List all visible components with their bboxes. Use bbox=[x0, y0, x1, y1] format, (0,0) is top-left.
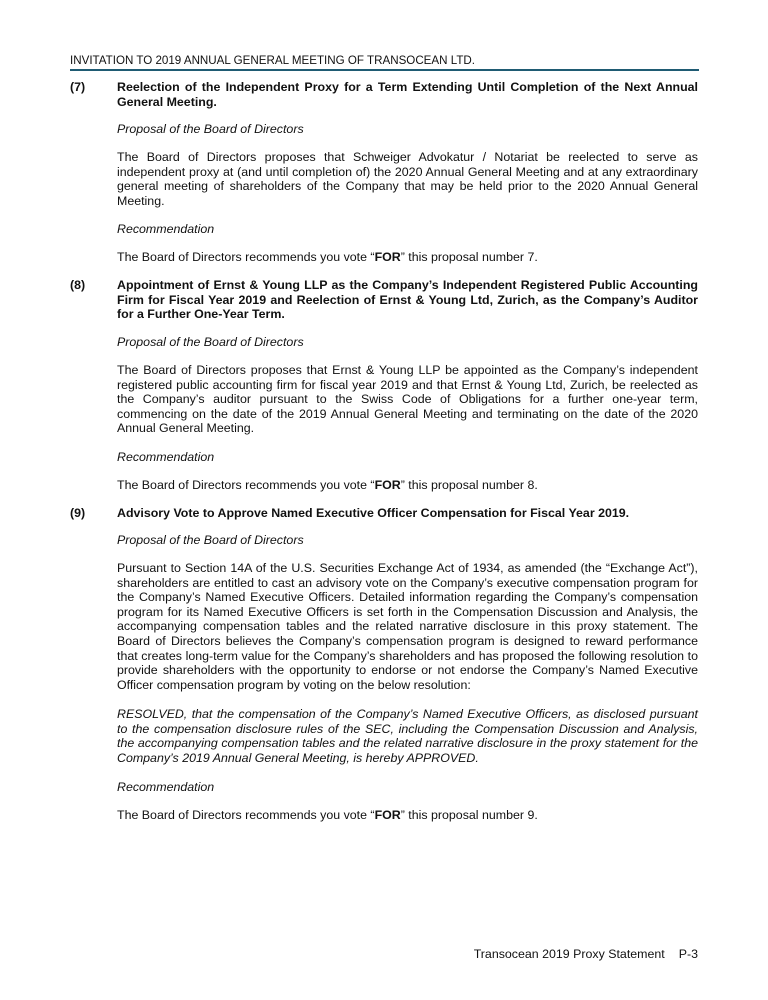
vote-for: FOR bbox=[374, 250, 401, 264]
proposal-8-text: The Board of Directors proposes that Ernst & Young LLP be appointed as the Company’s independent registered public accounting firm for fiscal year 2019 and that Ernst & Young Ltd, Zurich, be reelected as the Company’s auditor pursuant to the Swiss Code of Obligations for a further one-year term, commencing on the date of the 2019 Annual General Meeting and terminating on the date of the 2020 Annual General Meeting. bbox=[117, 363, 698, 436]
vote-post: ” this proposal number 9. bbox=[400, 808, 538, 822]
vote-post: ” this proposal number 8. bbox=[400, 478, 538, 492]
vote-pre: The Board of Directors recommends you vote “ bbox=[117, 808, 375, 822]
proposal-9-number: (9) bbox=[70, 506, 86, 520]
vote-for: FOR bbox=[374, 808, 401, 822]
proposal-8-recommendation-label: Recommendation bbox=[117, 450, 215, 464]
header-rule bbox=[70, 69, 699, 71]
proposal-8-subtitle: Proposal of the Board of Directors bbox=[117, 335, 304, 349]
page-footer bbox=[460, 947, 698, 962]
proposal-9-vote bbox=[117, 808, 698, 823]
proposal-7-text: The Board of Directors proposes that Schweiger Advokatur / Notariat be reelected to serve as independent proxy at (and until completion of) the 2020 Annual General Meeting and at any extraordinary general meeting of shareholders of the Company that may be held prior to the 2020 Annual General Meeting. bbox=[117, 150, 698, 208]
proposal-7-number: (7) bbox=[70, 80, 86, 94]
page-number: P-3 bbox=[678, 947, 698, 961]
vote-pre: The Board of Directors recommends you vote “ bbox=[117, 250, 375, 264]
proposal-8-number: (8) bbox=[70, 278, 86, 292]
running-header: INVITATION TO 2019 ANNUAL GENERAL MEETING OF TRANSOCEAN LTD. bbox=[70, 54, 476, 67]
proposal-8-vote bbox=[117, 478, 698, 493]
vote-for: FOR bbox=[374, 478, 401, 492]
proposal-7-recommendation-label: Recommendation bbox=[117, 222, 215, 236]
proposal-9-resolution: RESOLVED, that the compensation of the Company’s Named Executive Officers, as disclosed pursuant to the compensation disclosure rules of the SEC, including the Compensation Discussion and Analysis, the accompanying compensation tables and the related narrative disclosure in the proxy statement for the Company’s 2019 Annual General Meeting, is hereby APPROVED. bbox=[117, 707, 698, 765]
vote-pre: The Board of Directors recommends you vote “ bbox=[117, 478, 375, 492]
proposal-9-recommendation-label: Recommendation bbox=[117, 780, 215, 794]
proposal-8-title: Appointment of Ernst & Young LLP as the Company’s Independent Registered Public Accounting Firm for Fiscal Year 2019 and Reelection of Ernst & Young Ltd, Zurich, as the Company’s Auditor for a Further One-Year Term. bbox=[117, 278, 698, 322]
proposal-7-subtitle: Proposal of the Board of Directors bbox=[117, 122, 304, 136]
proposal-9-text: Pursuant to Section 14A of the U.S. Securities Exchange Act of 1934, as amended (the “Exchange Act”), shareholders are entitled to cast an advisory vote on the Company’s executive compensation program for the Company’s Named Executive Officers. Detailed information regarding the Company’s compensation program for its Named Executive Officers is set forth in the Compensation Discussion and Analysis, the accompanying compensation tables and the related narrative disclosure in this proxy statement. The Board of Directors believes the Company’s compensation program is designed to reward performance that creates long-term value for the Company’s shareholders and has proposed the following resolution to provide shareholders with the opportunity to endorse or not endorse the Company’s Named Executive Officer compensation program by voting on the below resolution: bbox=[117, 561, 698, 692]
vote-post: ” this proposal number 7. bbox=[400, 250, 538, 264]
proposal-9-subtitle: Proposal of the Board of Directors bbox=[117, 533, 304, 547]
proposal-7-vote bbox=[117, 250, 698, 265]
proposal-7-title: Reelection of the Independent Proxy for a Term Extending Until Completion of the Next Annual General Meeting. bbox=[117, 80, 698, 109]
footer-title: Transocean 2019 Proxy Statement bbox=[473, 947, 665, 961]
proposal-9-title: Advisory Vote to Approve Named Executive Officer Compensation for Fiscal Year 2019. bbox=[117, 506, 630, 520]
